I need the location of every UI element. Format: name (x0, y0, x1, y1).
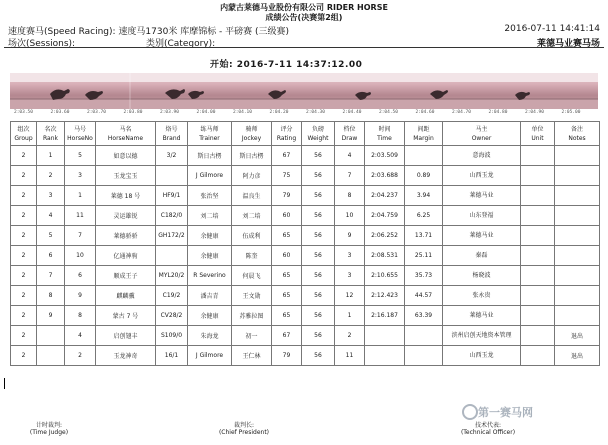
table-row (11, 206, 600, 226)
column-header: 骑师 Jockey (232, 122, 272, 146)
timeline-tick-label: 2:04.10 (233, 110, 252, 115)
table-cell (555, 206, 600, 226)
table-cell: 2 (11, 286, 37, 306)
table-cell: 莱德马业 (443, 306, 521, 326)
table-cell (521, 206, 555, 226)
table-cell (521, 146, 555, 166)
start-time: 开始: 2016-7-11 14:37:12.00 (210, 60, 363, 70)
table-cell (521, 226, 555, 246)
timeline-tick-label: 2:03.80 (123, 110, 143, 115)
timeline-tick-label: 2:03.90 (160, 110, 179, 115)
table-cell: 5 (37, 226, 65, 246)
table-cell: 何晨飞 (232, 266, 272, 286)
table-cell (555, 146, 600, 166)
table-cell: 2:12.423 (365, 286, 405, 306)
table-cell (555, 246, 600, 266)
table-row (11, 186, 600, 206)
table-cell: 3 (335, 246, 365, 266)
table-cell: 阿力彦 (232, 166, 272, 186)
timeline-tick-label: 2:04.70 (452, 110, 471, 115)
table-cell: 10 (335, 206, 365, 226)
table-cell: 11 (335, 346, 365, 366)
table-cell: 蒙古 7 号 (96, 306, 156, 326)
timeline-tick-label: 2:04.90 (525, 110, 544, 115)
table-cell: 张治坚 (188, 186, 232, 206)
table-cell: 56 (302, 246, 335, 266)
table-cell: 陈奎 (232, 246, 272, 266)
table-cell: 亿通神驹 (96, 246, 156, 266)
table-cell: 2 (11, 266, 37, 286)
table-cell: 56 (302, 266, 335, 286)
table-cell: 56 (302, 306, 335, 326)
table-cell: 10 (65, 246, 96, 266)
table-cell: 67 (272, 146, 302, 166)
table-cell: 秦磊 (443, 246, 521, 266)
table-cell: 13.71 (405, 226, 443, 246)
table-cell: 4 (37, 206, 65, 226)
table-row (11, 286, 600, 306)
table-row (11, 146, 600, 166)
table-cell (521, 346, 555, 366)
table-cell: 山西玉龙 (443, 346, 521, 366)
table-cell: 余健康 (188, 226, 232, 246)
table-cell: 56 (302, 166, 335, 186)
timeline-tick-label: 2:04.20 (269, 110, 289, 115)
timeline-tick-label: 2:04.30 (306, 110, 325, 115)
table-cell: 8 (65, 306, 96, 326)
table-cell: 7 (37, 266, 65, 286)
table-cell: 7 (335, 166, 365, 186)
report-datetime: 2016-07-11 14:41:14 (504, 24, 600, 34)
technical-officer-signature: 技术代表: (Technical Officer) (460, 422, 516, 436)
table-cell (521, 326, 555, 346)
table-cell: 初一 (232, 326, 272, 346)
table-cell: 3 (65, 166, 96, 186)
table-cell: 44.57 (405, 286, 443, 306)
table-cell: 2 (11, 346, 37, 366)
table-cell: 4 (335, 146, 365, 166)
table-cell: 75 (272, 166, 302, 186)
table-cell: 9 (65, 286, 96, 306)
table-cell: 2:06.252 (365, 226, 405, 246)
column-header: 马名 HorseName (96, 122, 156, 146)
column-header: 单位 Unit (521, 122, 555, 146)
table-cell: 玉龙宝玉 (96, 166, 156, 186)
table-cell: 顺成王子 (96, 266, 156, 286)
timeline-tick-label: 2:03.70 (87, 110, 106, 115)
table-cell: 2 (335, 326, 365, 346)
table-cell: 8 (335, 186, 365, 206)
table-cell: 6.25 (405, 206, 443, 226)
table-cell (521, 286, 555, 306)
table-cell (521, 166, 555, 186)
table-cell: 60 (272, 206, 302, 226)
table-cell: 王文勋 (232, 286, 272, 306)
table-cell: 56 (302, 326, 335, 346)
table-cell: 2 (11, 326, 37, 346)
table-cell: 56 (302, 186, 335, 206)
table-cell: 2 (11, 186, 37, 206)
table-cell: 2 (11, 246, 37, 266)
timeline-tick-label: 2:05.00 (561, 110, 581, 115)
watermark: 第一赛马网 (478, 406, 533, 419)
table-cell: 11 (65, 206, 96, 226)
table-cell (555, 306, 600, 326)
table-cell: 余健康 (188, 306, 232, 326)
table-cell: 56 (302, 206, 335, 226)
table-row (11, 266, 600, 286)
table-cell: 5 (65, 146, 96, 166)
table-cell: 1 (335, 306, 365, 326)
table-cell (555, 286, 600, 306)
table-row (11, 346, 600, 366)
table-cell: 25.11 (405, 246, 443, 266)
column-header: 评分 Rating (272, 122, 302, 146)
table-cell: 莱德 18 号 (96, 186, 156, 206)
watermark-logo-icon (462, 404, 478, 420)
column-header: 名次 Rank (37, 122, 65, 146)
race-name: 速度赛马(Speed Racing): 速度马1730米 库摩锦标 - 平磅赛 (三级赛) (8, 27, 290, 37)
table-cell: 3/2 (156, 146, 188, 166)
table-cell: 35.73 (405, 266, 443, 286)
table-cell: 温良生 (232, 186, 272, 206)
table-cell: 启创翅丰 (96, 326, 156, 346)
table-cell: 56 (302, 226, 335, 246)
table-row (11, 166, 600, 186)
table-cell: 2 (37, 166, 65, 186)
table-cell: 9 (37, 306, 65, 326)
table-cell: CV28/2 (156, 306, 188, 326)
table-cell (37, 346, 65, 366)
venue-name: 莱德马业赛马场 (536, 39, 600, 49)
timeline-tick-label: 2:04.00 (196, 110, 216, 115)
timeline-tick-label: 2:04.40 (342, 110, 362, 115)
table-cell: 意海波 (443, 146, 521, 166)
table-cell: 67 (272, 326, 302, 346)
table-cell: 2:10.655 (365, 266, 405, 286)
photo-finish-timeline (14, 110, 598, 120)
timeline-tick-label: 2:04.80 (488, 110, 508, 115)
table-cell: 2 (65, 346, 96, 366)
table-cell: 麒麟骥 (96, 286, 156, 306)
timeline-tick-label: 2:03.50 (14, 110, 33, 115)
table-cell (555, 166, 600, 186)
table-cell: S109/0 (156, 326, 188, 346)
results-table (10, 121, 600, 366)
table-cell: 60 (272, 246, 302, 266)
table-row (11, 306, 600, 326)
table-cell (365, 346, 405, 366)
table-cell: 2 (11, 226, 37, 246)
chief-president-signature: 裁判长: (Chief President) (218, 422, 270, 436)
column-header: 练马师 Trainer (188, 122, 232, 146)
table-cell (37, 326, 65, 346)
table-cell: 2:08.531 (365, 246, 405, 266)
table-cell: 2:03.688 (365, 166, 405, 186)
organization-title: 内蒙古莱德马业股份有限公司 RIDER HORSE (220, 3, 388, 12)
column-header: 档位 Draw (335, 122, 365, 146)
table-cell: 刘二培 (232, 206, 272, 226)
table-cell: 79 (272, 186, 302, 206)
table-cell (521, 306, 555, 326)
table-cell: R Severino (188, 266, 232, 286)
timeline-tick-label: 2:04.60 (415, 110, 435, 115)
table-cell: 6 (65, 266, 96, 286)
table-cell: 朱海龙 (188, 326, 232, 346)
column-header: 马主 Owner (443, 122, 521, 146)
table-cell: 65 (272, 306, 302, 326)
table-row (11, 326, 600, 346)
table-cell: 56 (302, 346, 335, 366)
table-cell: 灵运雄锐 (96, 206, 156, 226)
table-cell (521, 266, 555, 286)
column-header: 烙号 Brand (156, 122, 188, 146)
table-cell: 玉龙神奇 (96, 346, 156, 366)
table-cell: C19/2 (156, 286, 188, 306)
table-cell: 退出 (555, 346, 600, 366)
category-label: 类别(Category): (146, 39, 216, 49)
table-cell: GH172/2 (156, 226, 188, 246)
table-cell: 12 (335, 286, 365, 306)
table-cell: 莱德骄骄 (96, 226, 156, 246)
table-cell: 4 (65, 326, 96, 346)
table-cell: 3 (37, 186, 65, 206)
table-cell: 2 (11, 146, 37, 166)
table-cell: 65 (272, 286, 302, 306)
table-cell: 1 (65, 186, 96, 206)
table-cell: MYL20/2 (156, 266, 188, 286)
table-cell: 3 (335, 266, 365, 286)
table-cell: 56 (302, 286, 335, 306)
table-cell: J Gilmore (188, 346, 232, 366)
table-cell: J Gilmore (188, 166, 232, 186)
table-cell: 斯日古楞 (232, 146, 272, 166)
table-cell: 张永贵 (443, 286, 521, 306)
table-cell: 莱德马业 (443, 226, 521, 246)
time-judge-signature: 计时裁判: (Time Judge) (29, 422, 69, 436)
table-row (11, 246, 600, 266)
table-cell: 6 (37, 246, 65, 266)
timeline-tick-label: 2:03.60 (50, 110, 70, 115)
table-cell: C182/0 (156, 206, 188, 226)
table-cell: 2:03.509 (365, 146, 405, 166)
session-label: 场次(Sessions): (8, 39, 76, 49)
table-cell: 9 (335, 226, 365, 246)
table-cell: 伍成利 (232, 226, 272, 246)
table-cell: 63.39 (405, 306, 443, 326)
table-cell: 斯日古楞 (188, 146, 232, 166)
table-cell: 79 (272, 346, 302, 366)
column-header: 负磅 Weight (302, 122, 335, 146)
table-cell: 2:16.187 (365, 306, 405, 326)
table-cell: 退出 (555, 326, 600, 346)
table-cell: 如意以德 (96, 146, 156, 166)
table-header-row (11, 122, 600, 146)
table-cell: 2 (11, 166, 37, 186)
table-cell: 0.89 (405, 166, 443, 186)
table-cell: 2:04.237 (365, 186, 405, 206)
table-cell: 7 (65, 226, 96, 246)
table-cell (156, 166, 188, 186)
table-cell: 莱德马业 (443, 186, 521, 206)
table-cell: 2 (11, 206, 37, 226)
table-cell: 刘二培 (188, 206, 232, 226)
table-cell (555, 266, 600, 286)
report-subtitle: 成绩公告(决赛第2组) (265, 13, 343, 22)
table-cell: 杨晓波 (443, 266, 521, 286)
table-cell: 潘吉青 (188, 286, 232, 306)
table-cell: 苏雅拉图 (232, 306, 272, 326)
text-cursor (4, 378, 5, 389)
table-cell: 1 (37, 146, 65, 166)
table-cell: 2:04.759 (365, 206, 405, 226)
table-cell (365, 326, 405, 346)
column-header: 备注 Notes (555, 122, 600, 146)
table-cell (405, 346, 443, 366)
table-cell: 2 (11, 306, 37, 326)
table-cell: 16/1 (156, 346, 188, 366)
timeline-tick-label: 2:04.50 (379, 110, 398, 115)
table-cell (405, 326, 443, 346)
table-cell: 65 (272, 226, 302, 246)
table-row (11, 226, 600, 246)
table-cell: 滨州启创天地资本管理 (443, 326, 521, 346)
column-header: 组次 Group (11, 122, 37, 146)
table-cell: 山西玉龙 (443, 166, 521, 186)
table-cell: 3.94 (405, 186, 443, 206)
table-cell (521, 246, 555, 266)
table-cell (156, 246, 188, 266)
column-header: 马号 HorseNo (65, 122, 96, 146)
table-cell: 王仁林 (232, 346, 272, 366)
table-cell (555, 226, 600, 246)
table-cell (555, 186, 600, 206)
column-header: 时间 Time (365, 122, 405, 146)
table-cell: 8 (37, 286, 65, 306)
table-cell: 65 (272, 266, 302, 286)
table-cell (521, 186, 555, 206)
photo-finish-image (10, 73, 598, 109)
table-cell: 余健康 (188, 246, 232, 266)
column-header: 间距 Margin (405, 122, 443, 146)
table-cell: 56 (302, 146, 335, 166)
table-cell (405, 146, 443, 166)
table-cell: HF9/1 (156, 186, 188, 206)
table-cell: 山东登福 (443, 206, 521, 226)
header-divider (4, 47, 604, 48)
